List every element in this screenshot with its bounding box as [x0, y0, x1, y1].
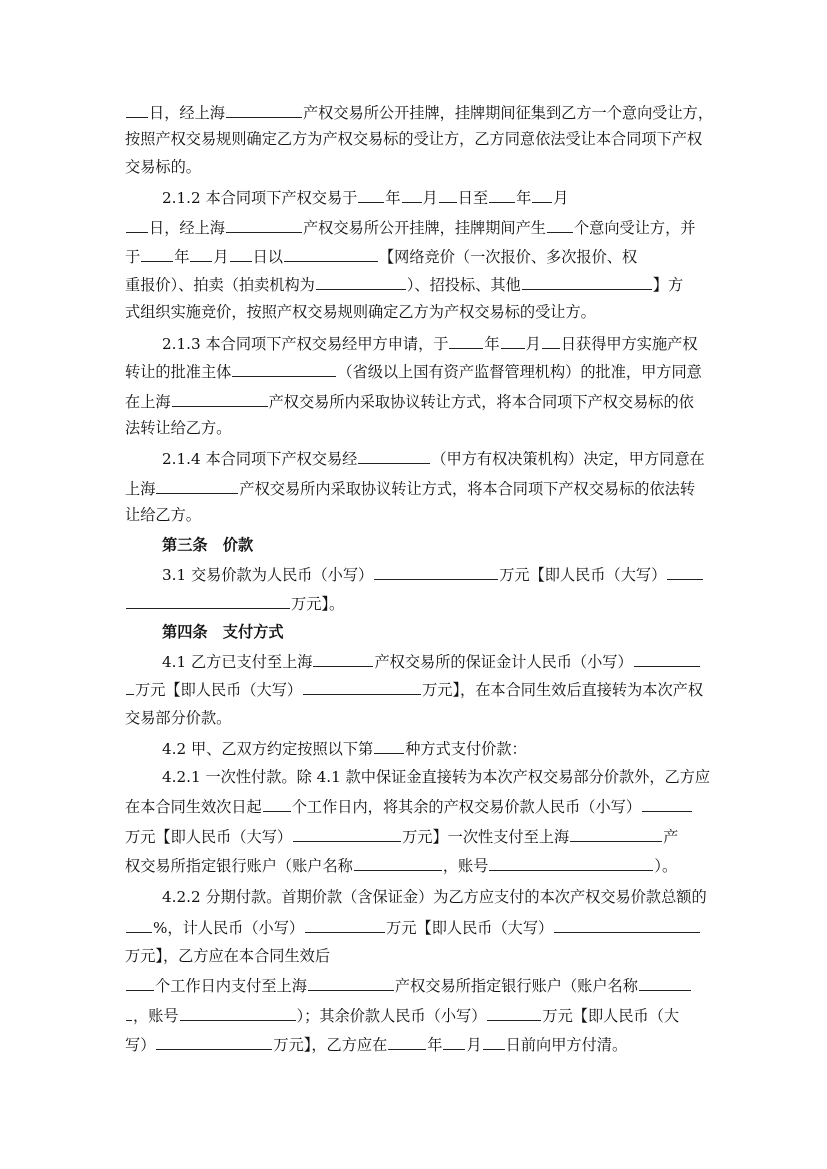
blank-amount-words — [293, 826, 401, 842]
text-line — [125, 129, 702, 149]
text: 产权交易所的保证金计人民币（小写） — [374, 653, 633, 671]
text-line — [125, 917, 701, 938]
text-line — [125, 391, 694, 412]
text: 种方式支付价款： — [405, 740, 527, 758]
text-line — [125, 796, 693, 817]
text-line — [162, 333, 698, 354]
blank-exchange — [156, 478, 238, 494]
text: 转让的批准主体 — [125, 363, 232, 381]
text: ）。 — [654, 857, 678, 875]
text-line — [125, 217, 695, 238]
text-line — [125, 157, 201, 177]
text-line — [125, 418, 231, 438]
text-line — [162, 564, 704, 585]
text: 万元【即人民币（大 — [542, 1007, 680, 1025]
text: 法转让给乙方。 — [125, 419, 232, 437]
text-line — [162, 887, 707, 907]
text: 万元】。 — [291, 595, 345, 613]
text: ，账号 — [133, 1007, 179, 1025]
text: 万元】，在本合同生效后直接转为本次产权 — [422, 681, 704, 699]
text: 万元】一次性支付至上海 — [402, 828, 570, 846]
text: 月 — [422, 189, 438, 207]
blank-day — [542, 333, 560, 349]
text: 于 — [125, 248, 141, 266]
blank-account-name — [639, 975, 691, 991]
text-line — [125, 946, 330, 966]
blank-deposit-words — [303, 679, 421, 695]
text: 年 — [427, 1036, 443, 1054]
text: （省级以上国有资产监督管理机构）的批准，甲方同意 — [337, 363, 702, 381]
blank-deposit-figures — [634, 651, 700, 667]
text: 年 — [385, 189, 401, 207]
article-heading: 第三条 价款 — [162, 536, 254, 554]
text: 日，经上海 — [149, 104, 225, 122]
blank-exchange — [313, 651, 373, 667]
text: 4.1 乙方已支付至上海 — [162, 653, 313, 671]
blank-method-number — [374, 738, 404, 754]
text: 产权交易所内采取协议转让方式，将本合同项下产权交易标的依 — [268, 393, 694, 411]
text-line — [125, 505, 201, 525]
text-line — [125, 975, 692, 996]
text: 万元【即人民币（大写） — [386, 919, 554, 937]
text: 日至 — [457, 189, 489, 207]
blank-day — [126, 217, 148, 233]
text-line — [162, 187, 568, 208]
text: （甲方有权决策机构）决定，甲方同意在 — [431, 450, 705, 468]
text: %，计人民币（小写） — [153, 919, 305, 937]
blank-exchange — [226, 102, 302, 118]
text: 4.2 甲、乙双方约定按照以下第 — [162, 740, 374, 758]
text: 个工作日内，将其余的产权交易价款人民币（小写） — [291, 798, 641, 816]
text: 日以 — [252, 248, 283, 266]
text: 产权交易所公开挂牌，挂牌期间征集到乙方一个意向受让方， — [302, 104, 713, 122]
text: 交易部分价款。 — [125, 709, 232, 727]
blank-account-number — [489, 855, 653, 871]
text-line — [125, 102, 713, 123]
blank-exchange — [570, 826, 662, 842]
blank-percent — [126, 917, 152, 933]
blank-day — [483, 1034, 505, 1050]
text: 年 — [174, 248, 190, 266]
text-line — [125, 274, 683, 295]
blank-balance-words — [156, 1034, 272, 1050]
blank-month — [402, 187, 422, 203]
text: 4.2.2 分期付款。首期价款（含保证金）为乙方应支付的本次产权交易价款总额的 — [162, 888, 707, 906]
text-line — [125, 478, 695, 499]
text: 产权交易所公开挂牌，挂牌期间产生 — [302, 219, 546, 237]
blank-month — [501, 333, 525, 349]
text: 写） — [125, 1036, 156, 1054]
text: ）、招投标、其他 — [406, 276, 521, 294]
text: 产权交易所内采取协议转让方式，将本合同项下产权交易标的依法转 — [239, 480, 695, 498]
blank-other — [522, 274, 652, 290]
text: 年 — [516, 189, 532, 207]
blank-auction-agency — [316, 274, 406, 290]
blank-month — [190, 246, 212, 262]
blank-exchange — [308, 975, 394, 991]
text: 在本合同生效次日起 — [125, 798, 262, 816]
text-line — [125, 361, 702, 382]
text: 上海 — [125, 480, 156, 498]
text: 日前向甲方付清。 — [505, 1036, 628, 1054]
blank-amount-words — [126, 593, 290, 609]
blank-first-payment-words — [554, 917, 700, 933]
text: 让给乙方。 — [125, 506, 201, 524]
text: 日，经上海 — [149, 219, 225, 237]
blank-month — [532, 187, 552, 203]
text: 式组织实施竞价，按照产权交易规则确定乙方为产权交易标的受让方。 — [125, 303, 596, 321]
text-line — [125, 826, 678, 847]
blank-year — [489, 187, 515, 203]
text: 月 — [525, 335, 541, 353]
text: ）；其余价款人民币（小写） — [296, 1007, 487, 1025]
text: 在上海 — [125, 393, 171, 411]
text-line — [162, 738, 527, 759]
text: 产权交易所指定银行账户（账户名称 — [394, 977, 638, 995]
text: 月 — [553, 189, 569, 207]
text: 4.2.1 一次性付款。除 4.1 款中保证金直接转为本次产权交易部分价款外，乙方应 — [162, 768, 711, 786]
text: 个工作日内支付至上海 — [155, 977, 307, 995]
blank-exchange — [226, 217, 302, 233]
blank-account-name — [354, 855, 442, 871]
blank-workdays — [126, 975, 154, 991]
blank-exchange — [172, 391, 268, 407]
blank-amount-figures — [642, 796, 692, 812]
text-line — [125, 679, 703, 700]
text: 万元】，乙方应在本合同生效后 — [125, 947, 331, 965]
text: ，账号 — [442, 857, 489, 875]
blank-year — [388, 1034, 426, 1050]
text: 权交易所指定银行账户（账户名称 — [125, 857, 353, 875]
blank-year — [449, 333, 483, 349]
text-line — [162, 448, 705, 469]
blank-method — [284, 246, 378, 262]
blank-workdays — [263, 796, 291, 812]
blank-account-name — [126, 1005, 132, 1021]
text-line — [125, 1005, 679, 1026]
text: 月 — [213, 248, 229, 266]
text-line — [162, 651, 701, 672]
text: 2.1.3 本合同项下产权交易经甲方申请，于 — [162, 335, 449, 353]
blank-balance-figures — [487, 1005, 541, 1021]
text: 交易标的。 — [125, 158, 201, 176]
text-line — [125, 855, 677, 876]
text: 【网络竞价（一次报价、多次报价、权 — [378, 248, 638, 266]
text: 万元【即人民币（大写） — [499, 566, 667, 584]
blank-account-number — [180, 1005, 296, 1021]
text: 万元【即人民币（大写） — [125, 828, 293, 846]
text: 2.1.4 本合同项下产权交易经 — [162, 450, 358, 468]
text: 个意向受让方，并 — [573, 219, 696, 237]
blank-day — [439, 187, 457, 203]
blank-approver — [232, 361, 336, 377]
text: 产 — [663, 828, 679, 846]
text: 万元】，乙方应在 — [273, 1036, 388, 1054]
blank-decision-body — [358, 448, 430, 464]
blank-amount-figures — [374, 564, 498, 580]
blank-deposit-figures — [126, 679, 134, 695]
text: 】方 — [652, 276, 684, 294]
text: 按照产权交易规则确定乙方为产权交易标的受让方，乙方同意依法受让本合同项下产权 — [125, 130, 703, 148]
blank-year — [141, 246, 173, 262]
blank-amount-words — [667, 564, 703, 580]
blank-year — [358, 187, 384, 203]
text-line — [125, 302, 596, 322]
blank-first-payment-figures — [305, 917, 385, 933]
text-line — [162, 767, 710, 787]
text-line — [125, 246, 637, 267]
text: 月 — [466, 1036, 482, 1054]
text: 日获得甲方实施产权 — [560, 335, 698, 353]
article-heading: 第四条 支付方式 — [162, 623, 284, 641]
text-line — [125, 593, 344, 614]
text: 重报价）、拍卖（拍卖机构为 — [125, 276, 315, 294]
text: 2.1.2 本合同项下产权交易于 — [162, 189, 358, 207]
text-line — [125, 708, 231, 728]
blank-day — [126, 102, 148, 118]
text-line — [125, 1034, 627, 1055]
text: 3.1 交易价款为人民币（小写） — [162, 566, 374, 584]
text: 年 — [484, 335, 500, 353]
text: 万元【即人民币（大写） — [135, 681, 303, 699]
blank-month — [443, 1034, 465, 1050]
blank-count — [547, 217, 573, 233]
blank-day — [230, 246, 252, 262]
